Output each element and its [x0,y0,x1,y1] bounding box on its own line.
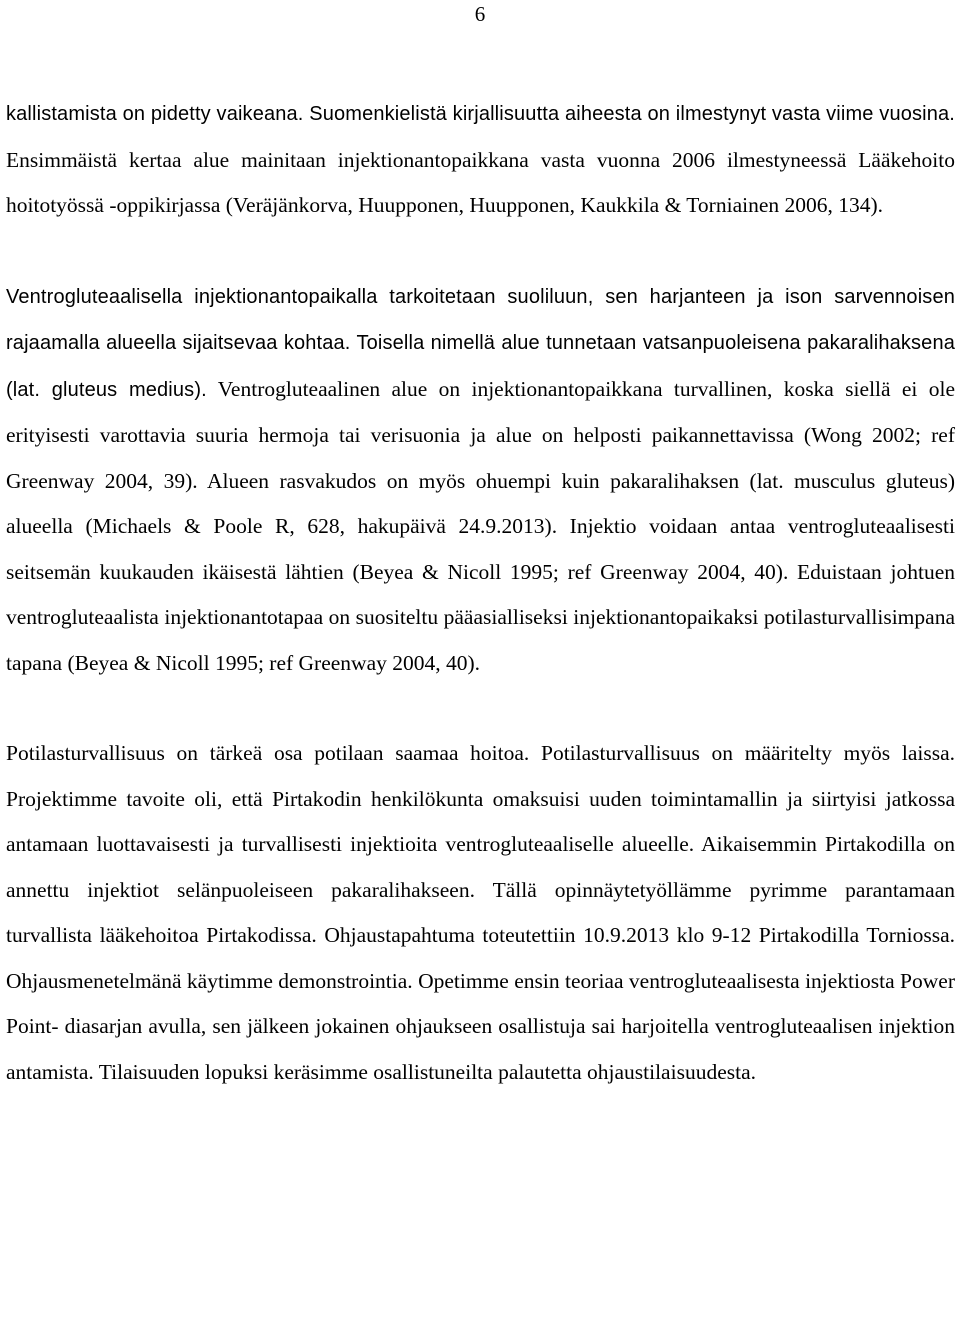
paragraph-patient-safety [6,731,955,1095]
paragraph-text-segment: Potilasturvallisuus on tärkeä osa potilaan saamaa hoitoa. Potilasturvallisuus on määritelty myös laissa. Projektimme tavoite oli, että Pirtakodin henkilökunta omaksuisi uuden toimintamallin ja siirtyisi jatkossa antamaan luottavaisesti ja turvallisesti injektioita ventrogluteaaliselle alueelle. Aikaisemmin Pirtakodilla on annettu injektiot selänpuoleiseen pakaralihakseen. Tällä opinnäytetyöllämme pyrimme parantamaan turvallista lääkehoitoa Pirtakodissa. Ohjaustapahtuma toteutettiin 10.9.2013 klo 9-12 Pirtakodilla Torniossa. Ohjausmenetelmänä käytimme demonstrointia. Opetimme ensin teoriaa ventrogluteaalisesta injektiosta Power Point- diasarjan avulla, sen jälkeen jokainen ohjaukseen osallistuja sai harjoitella ventrogluteaalisen injektion antamista. Tilaisuuden lopuksi keräsimme osallistuneilta palautetta ohjaustilaisuudesta. [6,741,955,1084]
paragraph-text-segment: Ventrogluteaalisella injektionantopaikalla tarkoitetaan suoliluun, sen harjanteen ja ison sarvennoisen rajaamalla alueella sijaitsevaa kohtaa. Toisella nimellä alue tunnetaan vatsanpuoleisena pakaralihaksena (lat. gluteus medius). [6,285,955,401]
page-number: 6 [474,2,486,26]
paragraph-text-segment: Ensimmäistä kertaa alue mainitaan injektionantopaikkana vasta vuonna 2006 ilmestyneessä Lääkehoito hoitotyössä -oppikirjassa (Veräjänkorva, Huupponen, Huupponen, Kaukkila & Torniainen 2006, 134). [6,147,955,217]
paragraph-text-segment: Ventrogluteaalinen alue on injektionantopaikkana turvallinen, koska siellä ei ole erityisesti varottavia suuria hermoja tai verisuonia ja alue on helposti paikannettavissa (Wong 2002; ref Greenway 2004, 39). Alueen rasvakudos on myös ohuempi kuin pakaralihaksen (lat. musculus gluteus) alueella (Michaels & Poole R, 628, hakupäivä 24.9.2013). Injektio voidaan antaa ventrogluteaalisesti seitsemän kuukauden ikäisestä lähtien (Beyea & Nicoll 1995; ref Greenway 2004, 40). Eduistaan johtuen ventrogluteaalista injektionantotapaa on suositeltu pääasialliseksi injektionantopaikaksi potilasturvallisimpana tapana (Beyea & Nicoll 1995; ref Greenway 2004, 40). [6,376,955,675]
document-body [6,91,955,1095]
paragraph-ventrogluteal-site [6,274,955,687]
paragraph-introduction [6,91,955,229]
paragraph-text-segment: kallistamista on pidetty vaikeana. Suomenkielistä kirjallisuutta aiheesta on ilmestynyt vasta viime vuosina. [6,103,955,125]
